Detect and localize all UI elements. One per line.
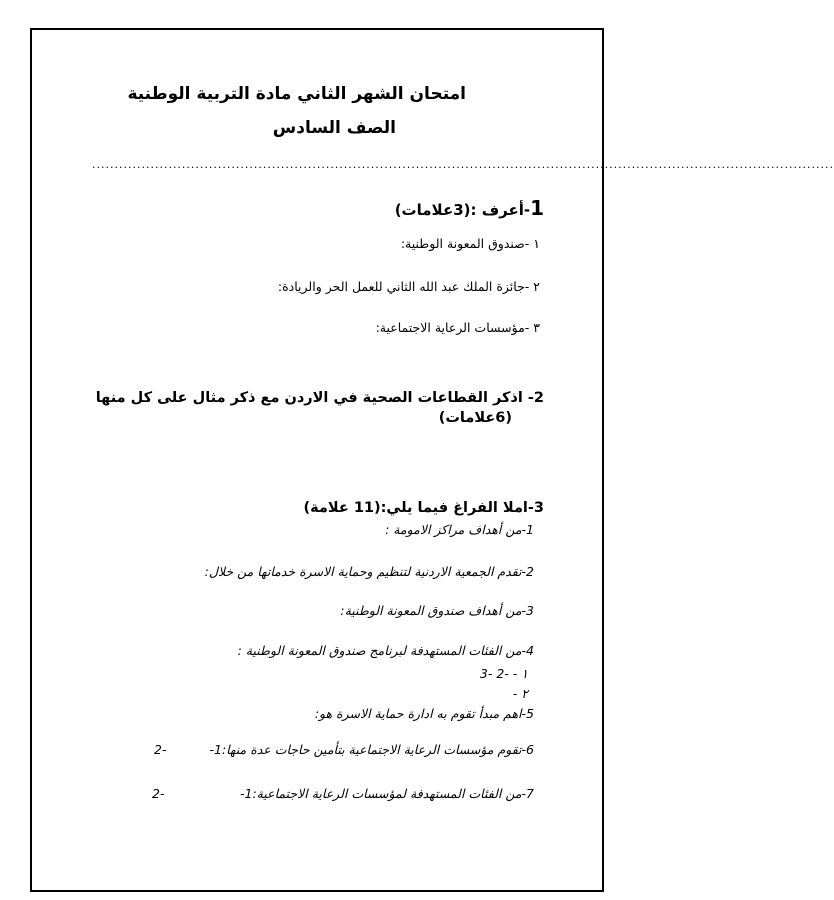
question-3-subitem: ٢ - [512,686,528,701]
question-1-item: ١ -صندوق المعونة الوطنية: [400,236,540,251]
question-1-heading [395,196,544,220]
dotted-separator: ..................................................................................................................................................................... [92,158,834,171]
question-3-item: 5-اهم مبدأ تقوم به ادارة حماية الاسرة هو: [314,706,534,721]
question-1-number: 1 [530,196,544,220]
question-3-heading: 3-املا الفراغ فيما يلي:(11 علامة) [303,500,544,516]
exam-title: امتحان الشهر الثاني مادة التربية الوطنية [127,84,466,104]
question-3-item: 3-من أهداف صندوق المعونة الوطنية: [340,603,534,618]
question-2-heading: 2- اذكر القطاعات الصحية في الاردن مع ذكر مثال على كل منها [95,390,544,406]
question-3-item: 7-من الفئات المستهدفة لمؤسسات الرعاية الاجتماعية:1- [240,786,534,801]
question-3-item: 2-تقدم الجمعية الاردنية لتنظيم وحماية الاسرة خدماتها من خلال: [204,564,534,579]
question-3-item: 6-تقوم مؤسسات الرعاية الاجتماعية بتأمين حاجات عدة منها:1- [209,742,534,757]
question-3-item: 1-من أهداف مراكز الامومة : [385,522,534,537]
question-3-item: 4-من الفئات المستهدفة لبرنامج صندوق المعونة الوطنية : [237,643,534,658]
grade-label: الصف السادس [272,118,396,138]
question-3-item-7-second-blank: -2 [152,786,165,801]
question-1-item: ٣ -مؤسسات الرعاية الاجتماعية: [375,320,540,335]
question-1-title: -أعرف :(3علامات) [394,201,531,219]
question-2-marks: (6علامات) [438,410,512,426]
question-1-item: ٢ -جائزة الملك عبد الله الثاني للعمل الحر والريادة: [277,279,540,294]
question-3-subitem: ١ - -2 -3 [479,666,528,681]
question-3-item-6-second-blank: -2 [154,742,167,757]
